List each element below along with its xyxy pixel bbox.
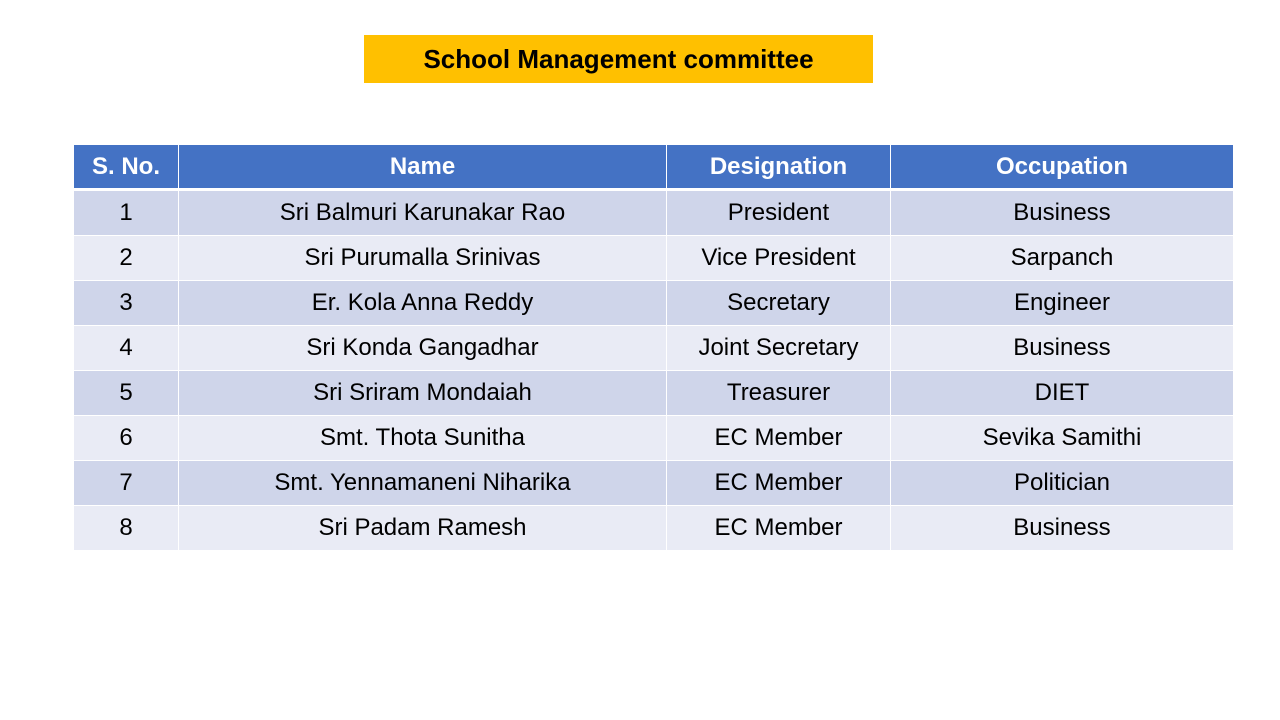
cell-name: Sri Konda Gangadhar: [179, 326, 667, 371]
cell-designation: EC Member: [667, 461, 891, 506]
cell-designation: Vice President: [667, 236, 891, 281]
cell-sno: 3: [74, 281, 179, 326]
cell-designation: EC Member: [667, 416, 891, 461]
header-designation: Designation: [667, 145, 891, 190]
cell-name: Sri Purumalla Srinivas: [179, 236, 667, 281]
cell-designation: EC Member: [667, 506, 891, 551]
cell-occupation: Sarpanch: [891, 236, 1234, 281]
cell-sno: 1: [74, 190, 179, 236]
cell-name: Er. Kola Anna Reddy: [179, 281, 667, 326]
table-row: [74, 326, 1234, 371]
cell-designation: Joint Secretary: [667, 326, 891, 371]
cell-occupation: Business: [891, 190, 1234, 236]
cell-occupation: Sevika Samithi: [891, 416, 1234, 461]
cell-name: Sri Sriram Mondaiah: [179, 371, 667, 416]
cell-occupation: DIET: [891, 371, 1234, 416]
table-row: [74, 506, 1234, 551]
header-occupation: Occupation: [891, 145, 1234, 190]
table-row: [74, 236, 1234, 281]
header-sno: S. No.: [74, 145, 179, 190]
cell-sno: 2: [74, 236, 179, 281]
cell-sno: 8: [74, 506, 179, 551]
table-row: [74, 461, 1234, 506]
cell-occupation: Engineer: [891, 281, 1234, 326]
cell-occupation: Politician: [891, 461, 1234, 506]
cell-occupation: Business: [891, 506, 1234, 551]
cell-name: Smt. Thota Sunitha: [179, 416, 667, 461]
cell-sno: 7: [74, 461, 179, 506]
committee-table: [73, 144, 1234, 551]
cell-name: Sri Balmuri Karunakar Rao: [179, 190, 667, 236]
table-row: [74, 371, 1234, 416]
table-header-row: [74, 145, 1234, 190]
cell-name: Sri Padam Ramesh: [179, 506, 667, 551]
cell-occupation: Business: [891, 326, 1234, 371]
slide-title: School Management committee: [364, 35, 873, 83]
cell-designation: President: [667, 190, 891, 236]
cell-sno: 4: [74, 326, 179, 371]
cell-designation: Secretary: [667, 281, 891, 326]
header-name: Name: [179, 145, 667, 190]
cell-name: Smt. Yennamaneni Niharika: [179, 461, 667, 506]
table-row: [74, 281, 1234, 326]
table-row: [74, 416, 1234, 461]
cell-sno: 6: [74, 416, 179, 461]
table-row: [74, 190, 1234, 236]
cell-sno: 5: [74, 371, 179, 416]
cell-designation: Treasurer: [667, 371, 891, 416]
